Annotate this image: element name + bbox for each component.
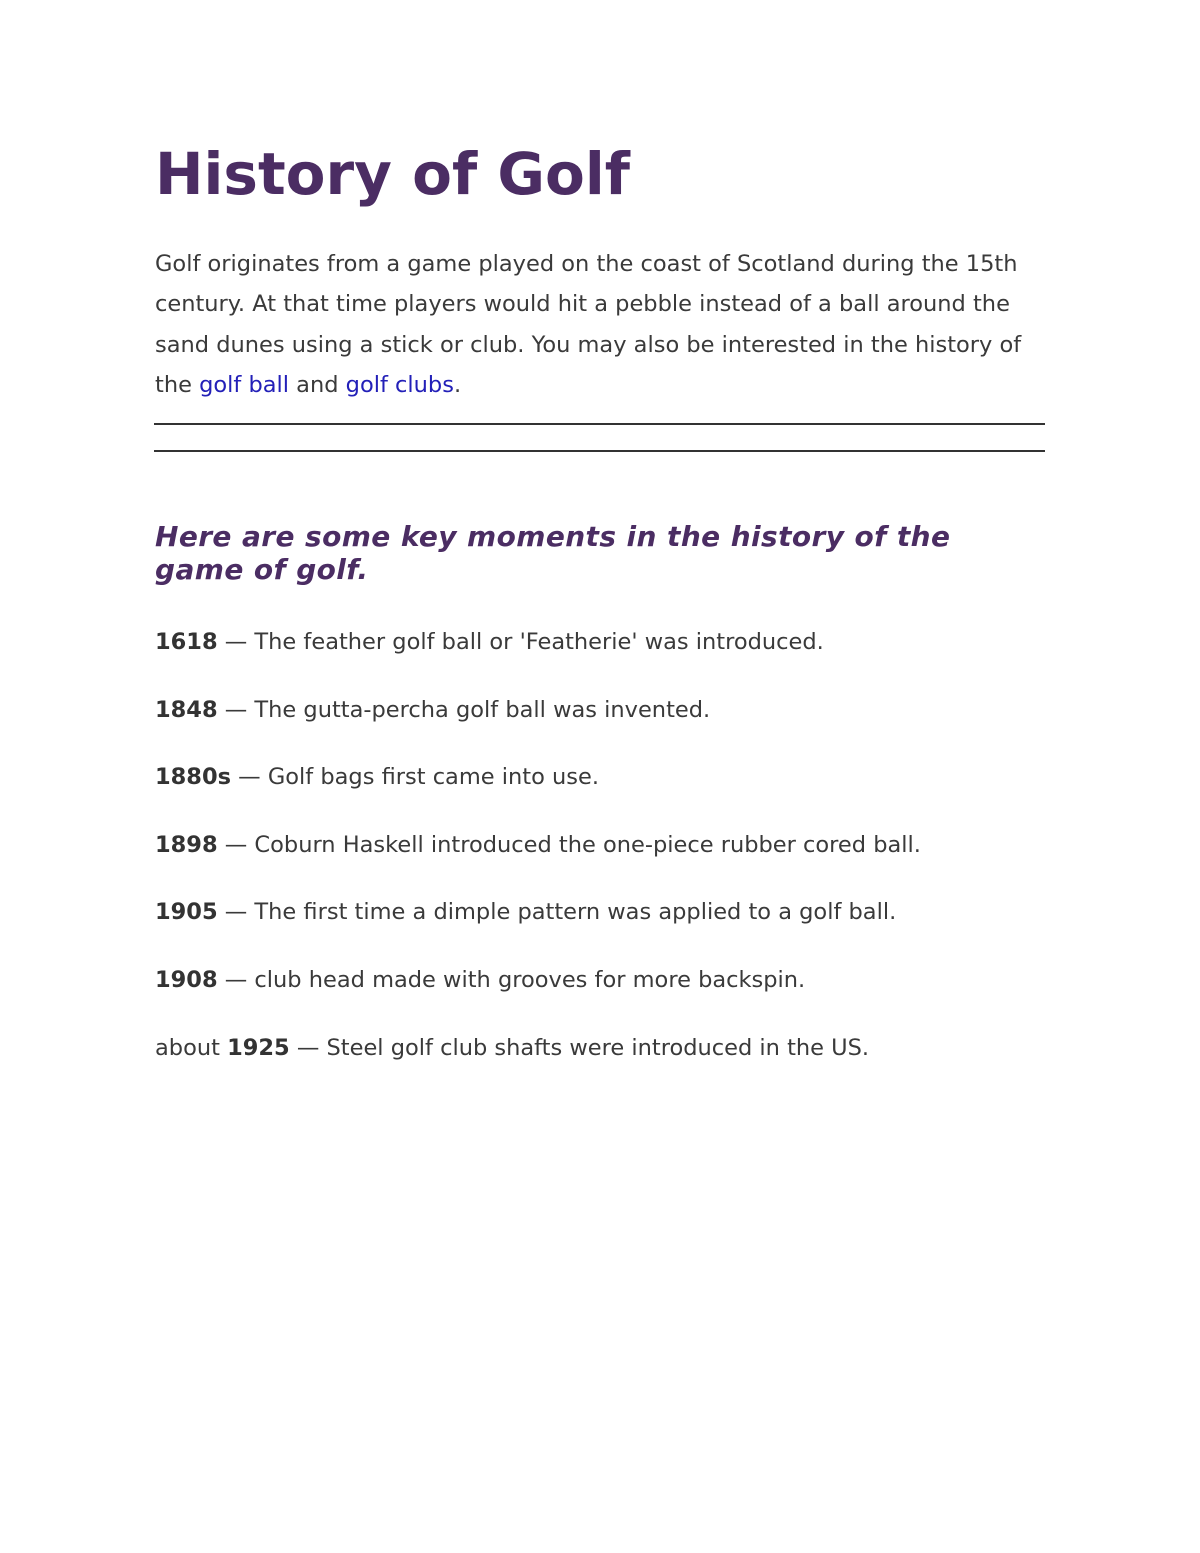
timeline-list (155, 622, 1046, 1095)
timeline-text: — The first time a dimple pattern was applied to a golf ball. (217, 899, 897, 926)
divider-top (154, 423, 1045, 425)
timeline-year: 1880s (155, 764, 232, 791)
timeline-text: — Golf bags first came into use. (231, 764, 599, 791)
timeline-text: — Steel golf club shafts were introduced in the US. (289, 1034, 870, 1061)
intro-text: Golf originates from a game played on the coast of Scotland during the 15th century. At that time players would hit a pebble instead of a ball around the sand dunes using a stick or club. You may also be interested in the history of the (155, 251, 1022, 398)
timeline-text: — Coburn Haskell introduced the one-piece rubber cored ball. (217, 831, 921, 858)
timeline-item (155, 960, 1046, 1028)
timeline-item (155, 622, 1046, 690)
timeline-prefix: about (155, 1034, 228, 1061)
section-subtitle: Here are some key moments in the history of the game of golf. (155, 520, 951, 586)
timeline-year: 1898 (155, 831, 218, 858)
divider-bottom (154, 450, 1045, 452)
timeline-text: — club head made with grooves for more backspin. (217, 966, 806, 993)
timeline-item (155, 690, 1046, 758)
intro-paragraph (155, 244, 1046, 405)
timeline-item (155, 757, 1046, 825)
timeline-item (155, 1028, 1046, 1096)
timeline-year: 1905 (155, 899, 218, 926)
timeline-year: 1925 (227, 1034, 290, 1061)
timeline-year: 1618 (155, 629, 218, 655)
timeline-item (155, 892, 1046, 960)
timeline-text: — The feather golf ball or 'Featherie' was introduced. (217, 629, 824, 655)
golf-clubs-link[interactable]: golf clubs (345, 371, 454, 398)
timeline-item (155, 825, 1046, 893)
timeline-year: 1848 (155, 696, 218, 723)
intro-conjunction: and (289, 371, 346, 398)
timeline-year: 1908 (155, 966, 218, 993)
page-title: History of Golf (155, 140, 630, 208)
golf-ball-link[interactable]: golf ball (199, 371, 290, 398)
timeline-text: — The gutta-percha golf ball was invented. (217, 696, 711, 723)
intro-end: . (453, 371, 462, 398)
